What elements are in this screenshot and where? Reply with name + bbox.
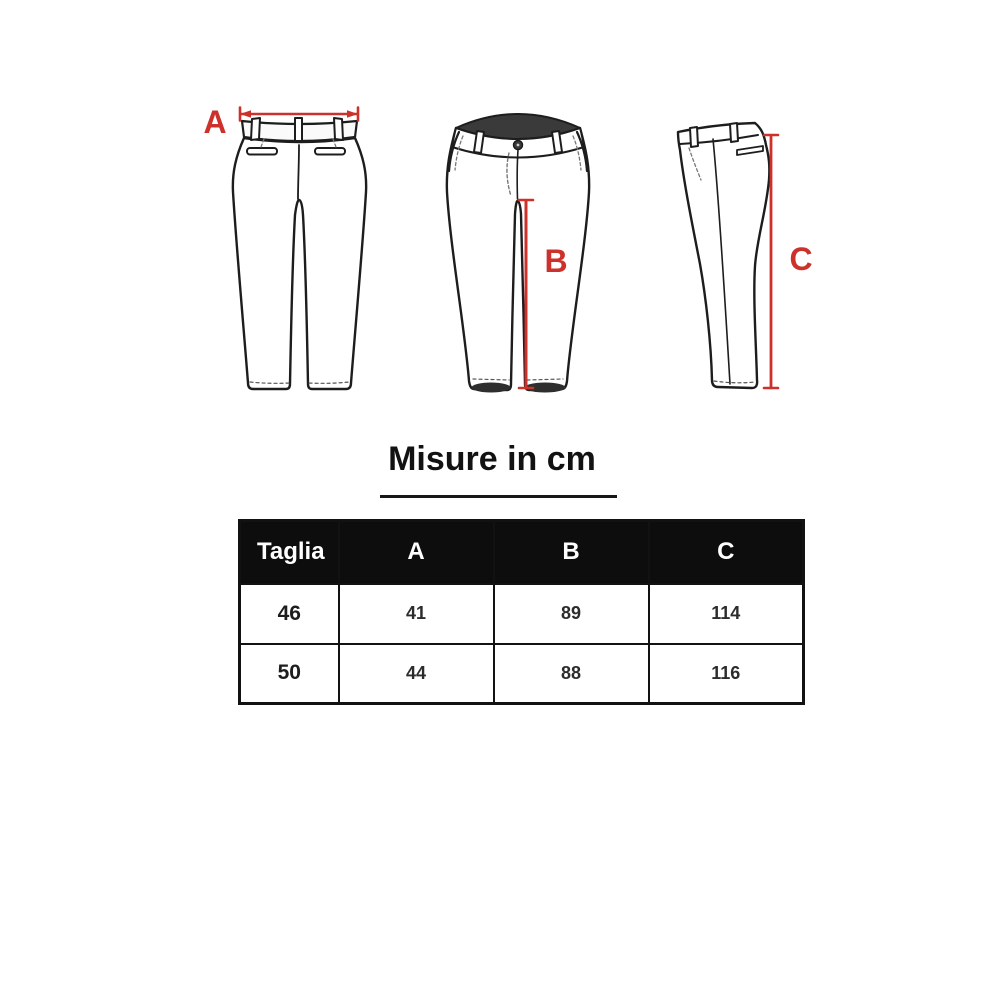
pants-back-view	[203, 104, 366, 389]
back-body-outline	[233, 138, 366, 389]
column-header-b: B	[494, 521, 649, 584]
side-body-outline	[678, 123, 769, 388]
size-chart-table	[238, 519, 805, 705]
back-pocket-left	[247, 148, 277, 155]
back-belt-loop-right	[334, 118, 343, 140]
back-pocket-right	[315, 148, 345, 155]
table-row	[240, 584, 804, 644]
column-header-taglia: Taglia	[240, 521, 339, 584]
cell-46-c: 114	[649, 584, 804, 644]
cell-50-c: 116	[649, 644, 804, 704]
pants-side-view	[678, 123, 813, 388]
title-underline	[380, 495, 617, 498]
cell-46-b: 89	[494, 584, 649, 644]
pants-front-view	[447, 114, 589, 393]
back-center-seam	[298, 145, 299, 199]
cell-size-46: 46	[240, 584, 339, 644]
cell-50-a: 44	[339, 644, 494, 704]
table-row	[240, 644, 804, 704]
page-title: Misure in cm	[388, 440, 596, 478]
measure-label-b: B	[544, 243, 568, 279]
cell-46-a: 41	[339, 584, 494, 644]
cell-50-b: 88	[494, 644, 649, 704]
column-header-c: C	[649, 521, 804, 584]
side-belt-loop-front	[690, 127, 698, 147]
back-belt-loop-left	[251, 118, 260, 140]
table-header-row	[240, 521, 804, 584]
column-header-a: A	[339, 521, 494, 584]
front-button-center	[517, 144, 520, 147]
back-belt-loop-center	[295, 118, 302, 141]
measure-label-c: C	[789, 241, 813, 277]
front-rise-seam	[517, 150, 518, 199]
measure-label-a: A	[203, 104, 227, 140]
side-belt-loop-back	[730, 123, 738, 142]
pants-diagram	[190, 85, 830, 415]
cell-size-50: 50	[240, 644, 339, 704]
front-hem-opening-left	[472, 383, 511, 393]
